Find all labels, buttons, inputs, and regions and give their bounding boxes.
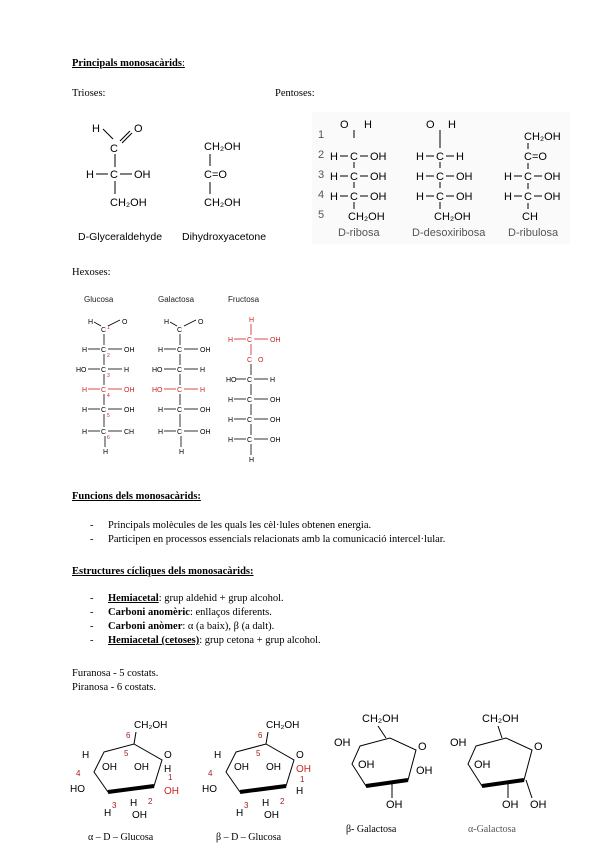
title-colon: : xyxy=(181,58,185,69)
definition: : enllaços diferents. xyxy=(189,607,272,618)
ribulose-label: D-ribulosa xyxy=(508,227,559,239)
atom: OH xyxy=(296,764,311,775)
atom: OH xyxy=(200,429,211,436)
term: Carboni anòmer xyxy=(108,621,183,632)
atom: H xyxy=(416,151,424,163)
carbon-number: 4 xyxy=(107,393,110,399)
atom: C xyxy=(177,327,183,334)
list-item: - Participen en processos essencials relacionats amb la comunicació intercel·lular. xyxy=(90,533,445,547)
atom: HO xyxy=(202,784,217,795)
hexoses-label: Hexoses: xyxy=(72,267,111,278)
atom: C xyxy=(247,377,253,384)
page-title xyxy=(72,57,185,70)
furanosa-text: Furanosa - 5 costats. xyxy=(72,668,159,679)
atom: OH xyxy=(544,171,561,183)
list-item: - Principals molècules de les quals les cèl·lules obtenen energia. xyxy=(90,519,445,533)
carbon-number: 6 xyxy=(126,731,131,740)
atom: OH xyxy=(370,151,387,163)
atom: HO xyxy=(76,367,87,374)
atom: OH xyxy=(416,765,433,777)
atom: CH xyxy=(124,429,135,436)
atom: H xyxy=(158,347,164,354)
atom: C xyxy=(177,347,183,354)
atom: OH xyxy=(456,171,473,183)
pentoses-figure xyxy=(312,112,570,244)
atom: O xyxy=(296,750,304,761)
alpha-glucose-ring xyxy=(70,720,179,843)
atom: CH₂OH xyxy=(110,197,147,209)
atom: HO xyxy=(226,377,237,384)
cyclic-figure xyxy=(68,708,548,846)
funcions-heading: Funcions dels monosacàrids: xyxy=(72,491,201,502)
atom: C xyxy=(110,143,118,155)
glyceraldehyde-label: D-Glyceraldehyde xyxy=(78,231,163,243)
atom: C xyxy=(524,171,532,183)
estructures-list xyxy=(90,592,321,648)
atom: C xyxy=(177,407,183,414)
atom: H xyxy=(82,387,88,394)
atom: HO xyxy=(152,387,163,394)
atom: C xyxy=(101,387,107,394)
fructose-structure xyxy=(226,317,281,464)
atom: H xyxy=(164,319,170,326)
atom: H xyxy=(103,449,109,456)
atom: H xyxy=(504,191,512,203)
alpha-glucose-label: α – D – Glucosa xyxy=(88,832,154,843)
atom: H xyxy=(82,750,90,761)
atom: H xyxy=(330,171,338,183)
atom: OH xyxy=(270,437,281,444)
atom: C xyxy=(177,429,183,436)
carbon-number: 1 xyxy=(318,129,325,141)
atom: H xyxy=(456,151,464,163)
atom: OH xyxy=(502,799,519,811)
atom: C xyxy=(247,397,253,404)
glucose-structure xyxy=(76,319,135,456)
atom: H xyxy=(228,337,234,344)
hexoses-figure xyxy=(76,292,296,472)
galactose-structure xyxy=(152,319,211,456)
piranosa-text: Piranosa - 6 costats. xyxy=(72,682,156,693)
atom: OH xyxy=(124,387,135,394)
atom: H xyxy=(228,437,234,444)
atom: H xyxy=(330,151,338,163)
atom: OH xyxy=(386,799,403,811)
atom: O xyxy=(418,741,427,753)
atom: C xyxy=(436,171,444,183)
atom: H xyxy=(416,191,424,203)
atom: H xyxy=(158,429,164,436)
list-item xyxy=(90,592,321,606)
carbon-number: 4 xyxy=(318,189,325,201)
atom: H xyxy=(228,417,234,424)
atom: CH₂OH xyxy=(524,131,561,143)
atom: H xyxy=(448,119,456,131)
carbon-number: 3 xyxy=(107,373,110,379)
atom: OH xyxy=(270,417,281,424)
definition: : grup aldehid + grup alcohol. xyxy=(158,593,284,604)
atom: C=O xyxy=(204,169,227,181)
atom: H xyxy=(130,798,138,809)
atom: O xyxy=(340,119,349,131)
title-text: Principals monosacàrids xyxy=(72,58,182,69)
atom: O xyxy=(534,741,543,753)
atom: C xyxy=(350,191,358,203)
atom: C xyxy=(247,437,253,444)
atom: OH xyxy=(164,786,179,797)
atom: O xyxy=(258,357,264,364)
carbon-number: 5 xyxy=(318,209,325,221)
atom: H xyxy=(504,171,512,183)
atom: H xyxy=(249,317,255,324)
atom: C xyxy=(247,417,253,424)
trioses-label: Trioses: xyxy=(72,88,106,99)
atom: O xyxy=(426,119,435,131)
carbon-number: 2 xyxy=(107,353,110,359)
atom: C xyxy=(350,171,358,183)
dihydroxyacetone-structure xyxy=(204,141,241,209)
carbon-number: 6 xyxy=(258,731,263,740)
atom: H xyxy=(249,457,255,464)
definition: : α (a baix), β (a dalt). xyxy=(182,621,275,632)
carbon-number: 2 xyxy=(318,149,325,161)
term: Carboni anomèric xyxy=(108,607,190,618)
atom: OH xyxy=(358,759,375,771)
atom: C xyxy=(350,151,358,163)
atom: H xyxy=(364,119,372,131)
atom: OH xyxy=(102,762,117,773)
alpha-galactose-ring xyxy=(450,713,547,835)
estructures-heading: Estructures cícliques dels monosacàrids: xyxy=(72,566,254,577)
atom: OH xyxy=(450,737,467,749)
atom: OH xyxy=(124,347,135,354)
atom: OH xyxy=(334,737,351,749)
ribose-label: D-ribosa xyxy=(338,227,380,239)
carbon-number: 2 xyxy=(280,797,285,806)
atom: OH xyxy=(370,171,387,183)
atom: C xyxy=(177,367,183,374)
atom: H xyxy=(92,123,100,135)
atom: C=O xyxy=(524,151,547,163)
atom: H xyxy=(82,347,88,354)
atom: OH xyxy=(132,810,147,821)
beta-galactose-label: β- Galactosa xyxy=(346,824,397,835)
atom: H xyxy=(124,367,130,374)
atom: OH xyxy=(234,762,249,773)
atom: O xyxy=(198,319,204,326)
dihydroxyacetone-label: Dihydroxyacetone xyxy=(182,231,267,243)
atom: CH₂OH xyxy=(348,211,385,223)
carbon-number: 4 xyxy=(208,769,213,778)
atom: OH xyxy=(270,397,281,404)
list-item xyxy=(90,634,321,648)
atom: H xyxy=(86,169,94,181)
atom: OH xyxy=(456,191,473,203)
atom: CH₂OH xyxy=(362,713,399,725)
atom: CH₂OH xyxy=(434,211,471,223)
atom: C xyxy=(177,387,183,394)
atom: OH xyxy=(134,169,151,181)
atom: CH₂OH xyxy=(204,197,241,209)
atom: O xyxy=(122,319,128,326)
atom: CH₂OH xyxy=(204,141,241,153)
alpha-galactose-label: α-Galactosa xyxy=(468,824,516,835)
atom: HO xyxy=(152,367,163,374)
fructose-label: Fructosa xyxy=(228,295,260,304)
beta-glucose-label: β – D – Glucosa xyxy=(216,832,282,843)
carbon-number: 5 xyxy=(124,749,129,758)
carbon-number: 1 xyxy=(300,775,305,784)
glyceraldehyde-structure xyxy=(86,123,151,209)
atom: H xyxy=(88,319,94,326)
atom: O xyxy=(164,750,172,761)
atom: H xyxy=(104,808,112,819)
atom: OH xyxy=(270,337,281,344)
pentoses-label: Pentoses: xyxy=(275,88,315,99)
atom: CH₂OH xyxy=(134,720,168,731)
carbon-number: 3 xyxy=(112,801,117,810)
atom: H xyxy=(158,407,164,414)
atom: H xyxy=(164,764,172,775)
atom: CH₂OH xyxy=(482,713,519,725)
atom: OH xyxy=(264,810,279,821)
list-item xyxy=(90,620,321,634)
definition: : grup cetona + grup alcohol. xyxy=(199,635,321,646)
galactose-label: Galactosa xyxy=(158,295,195,304)
carbon-number: 6 xyxy=(107,435,110,441)
atom: C xyxy=(247,357,253,364)
atom: C xyxy=(436,191,444,203)
term: Hemiacetal xyxy=(108,593,159,604)
atom: H xyxy=(262,798,270,809)
atom: O xyxy=(134,123,143,135)
carbon-number: 4 xyxy=(76,769,81,778)
atom: C xyxy=(101,429,107,436)
atom: OH xyxy=(530,799,547,811)
atom: C xyxy=(101,407,107,414)
atom: C xyxy=(101,327,107,334)
atom: C xyxy=(110,169,118,181)
atom: OH xyxy=(200,347,211,354)
atom: CH₂OH xyxy=(266,720,300,731)
atom: H xyxy=(82,407,88,414)
atom: H xyxy=(330,191,338,203)
atom: OH xyxy=(124,407,135,414)
carbon-number: 3 xyxy=(244,801,249,810)
atom: OH xyxy=(200,407,211,414)
beta-glucose-ring xyxy=(202,720,311,843)
carbon-number: 5 xyxy=(256,749,261,758)
funcions-list xyxy=(90,519,445,547)
deoxyribose-label: D-desoxiribosa xyxy=(412,227,486,239)
atom: OH xyxy=(134,762,149,773)
atom: H xyxy=(214,750,222,761)
atom: CH xyxy=(522,211,538,223)
carbon-number: 2 xyxy=(148,797,153,806)
atom: C xyxy=(247,337,253,344)
atom: H xyxy=(270,377,276,384)
atom: OH xyxy=(474,759,491,771)
beta-galactose-ring xyxy=(334,713,433,835)
atom: H xyxy=(179,449,185,456)
atom: H xyxy=(200,367,206,374)
atom: H xyxy=(236,808,244,819)
atom: OH xyxy=(544,191,561,203)
atom: C xyxy=(101,367,107,374)
trioses-figure xyxy=(70,112,290,248)
carbon-number: 1 xyxy=(107,325,110,331)
atom: OH xyxy=(370,191,387,203)
atom: C xyxy=(436,151,444,163)
atom: H xyxy=(228,397,234,404)
glucose-label: Glucosa xyxy=(84,295,114,304)
atom: C xyxy=(524,191,532,203)
list-item xyxy=(90,606,321,620)
atom: H xyxy=(416,171,424,183)
term: Hemiacetal (cetoses) xyxy=(108,635,200,646)
atom: H xyxy=(82,429,88,436)
carbon-number: 1 xyxy=(168,773,173,782)
atom: C xyxy=(101,347,107,354)
atom: OH xyxy=(266,762,281,773)
atom: H xyxy=(296,786,304,797)
carbon-number: 3 xyxy=(318,169,325,181)
atom: H xyxy=(200,387,206,394)
atom: HO xyxy=(70,784,85,795)
carbon-number: 5 xyxy=(107,413,110,419)
